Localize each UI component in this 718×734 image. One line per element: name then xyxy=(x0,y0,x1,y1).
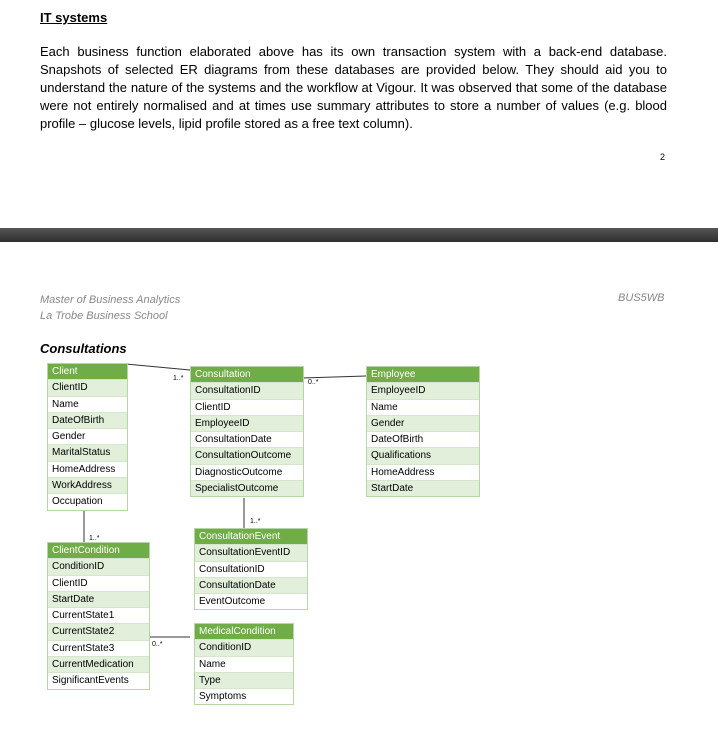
page-bottom xyxy=(0,242,718,734)
entity-medical-condition xyxy=(194,623,294,705)
section-heading: IT systems xyxy=(40,10,108,25)
cardinality-label: 1..* xyxy=(173,375,184,382)
entity-attribute: Gender xyxy=(48,428,127,444)
entity-attribute: ClientID xyxy=(48,379,127,395)
entity-attribute: ConsultationEventID xyxy=(195,544,307,560)
entity-title: ConsultationEvent xyxy=(195,529,307,544)
page-number: 2 xyxy=(660,152,666,162)
rel-client-consultation xyxy=(126,364,190,370)
entity-attribute: Name xyxy=(367,399,479,415)
entity-attribute: Name xyxy=(195,656,293,672)
rel-consultation-employee xyxy=(302,376,366,378)
entity-attribute: DateOfBirth xyxy=(367,431,479,447)
cardinality-label: 0..* xyxy=(152,641,163,648)
entity-attribute: DiagnosticOutcome xyxy=(191,464,303,480)
entity-attribute: DateOfBirth xyxy=(48,412,127,428)
entity-attribute: ClientID xyxy=(191,399,303,415)
entity-attribute: ConditionID xyxy=(48,558,149,574)
entity-attribute: SignificantEvents xyxy=(48,672,149,688)
cardinality-label: 1..* xyxy=(89,535,100,542)
entity-attribute: WorkAddress xyxy=(48,477,127,493)
entity-attribute: ConsultationDate xyxy=(195,577,307,593)
entity-attribute: ClientID xyxy=(48,575,149,591)
entity-attribute: EventOutcome xyxy=(195,593,307,609)
entity-consultation xyxy=(190,366,304,497)
entity-attribute: ConsultationID xyxy=(195,561,307,577)
entity-attribute: Type xyxy=(195,672,293,688)
diagram-title: Consultations xyxy=(40,341,127,356)
entity-attribute: CurrentMedication xyxy=(48,656,149,672)
body-paragraph: Each business function elaborated above has its own transaction system with a back-end database. Snapshots of selected ER diagrams from these databases are provided below. They should aid you to understand the nature of the systems and the workflow at Vigour. It was observed that some of the database were not entirely normalised and at times use summary attributes to store a number of values (e.g. blood profile – glucose levels, lipid profile stored as a free text column). xyxy=(40,44,667,131)
entity-attribute: HomeAddress xyxy=(48,461,127,477)
entity-attribute: CurrentState1 xyxy=(48,607,149,623)
entity-attribute: Symptoms xyxy=(195,688,293,704)
course-code: BUS5WB xyxy=(618,292,665,304)
entity-attribute: EmployeeID xyxy=(367,382,479,398)
entity-attribute: Name xyxy=(48,396,127,412)
entity-attribute: Qualifications xyxy=(367,447,479,463)
entity-attribute: Occupation xyxy=(48,493,127,509)
entity-attribute: CurrentState2 xyxy=(48,623,149,639)
entity-attribute: SpecialistOutcome xyxy=(191,480,303,496)
entity-client-condition xyxy=(47,542,150,690)
entity-title: Consultation xyxy=(191,367,303,382)
entity-title: Client xyxy=(48,364,127,379)
entity-attribute: StartDate xyxy=(48,591,149,607)
entity-attribute: CurrentState3 xyxy=(48,640,149,656)
entity-attribute: Gender xyxy=(367,415,479,431)
entity-attribute: ConsultationDate xyxy=(191,431,303,447)
entity-title: ClientCondition xyxy=(48,543,149,558)
entity-attribute: ConsultationOutcome xyxy=(191,447,303,463)
entity-title: Employee xyxy=(367,367,479,382)
entity-attribute: MaritalStatus xyxy=(48,444,127,460)
header-school: La Trobe Business School xyxy=(40,310,168,322)
entity-client xyxy=(47,363,128,511)
page-divider xyxy=(0,228,718,242)
cardinality-label: 0..* xyxy=(308,379,319,386)
entity-employee xyxy=(366,366,480,497)
entity-title: MedicalCondition xyxy=(195,624,293,639)
entity-consultation-event xyxy=(194,528,308,610)
header-program: Master of Business Analytics xyxy=(40,294,181,306)
entity-attribute: EmployeeID xyxy=(191,415,303,431)
page-top xyxy=(0,0,718,228)
entity-attribute: HomeAddress xyxy=(367,464,479,480)
entity-attribute: StartDate xyxy=(367,480,479,496)
entity-attribute: ConditionID xyxy=(195,639,293,655)
cardinality-label: 1..* xyxy=(250,518,261,525)
entity-attribute: ConsultationID xyxy=(191,382,303,398)
